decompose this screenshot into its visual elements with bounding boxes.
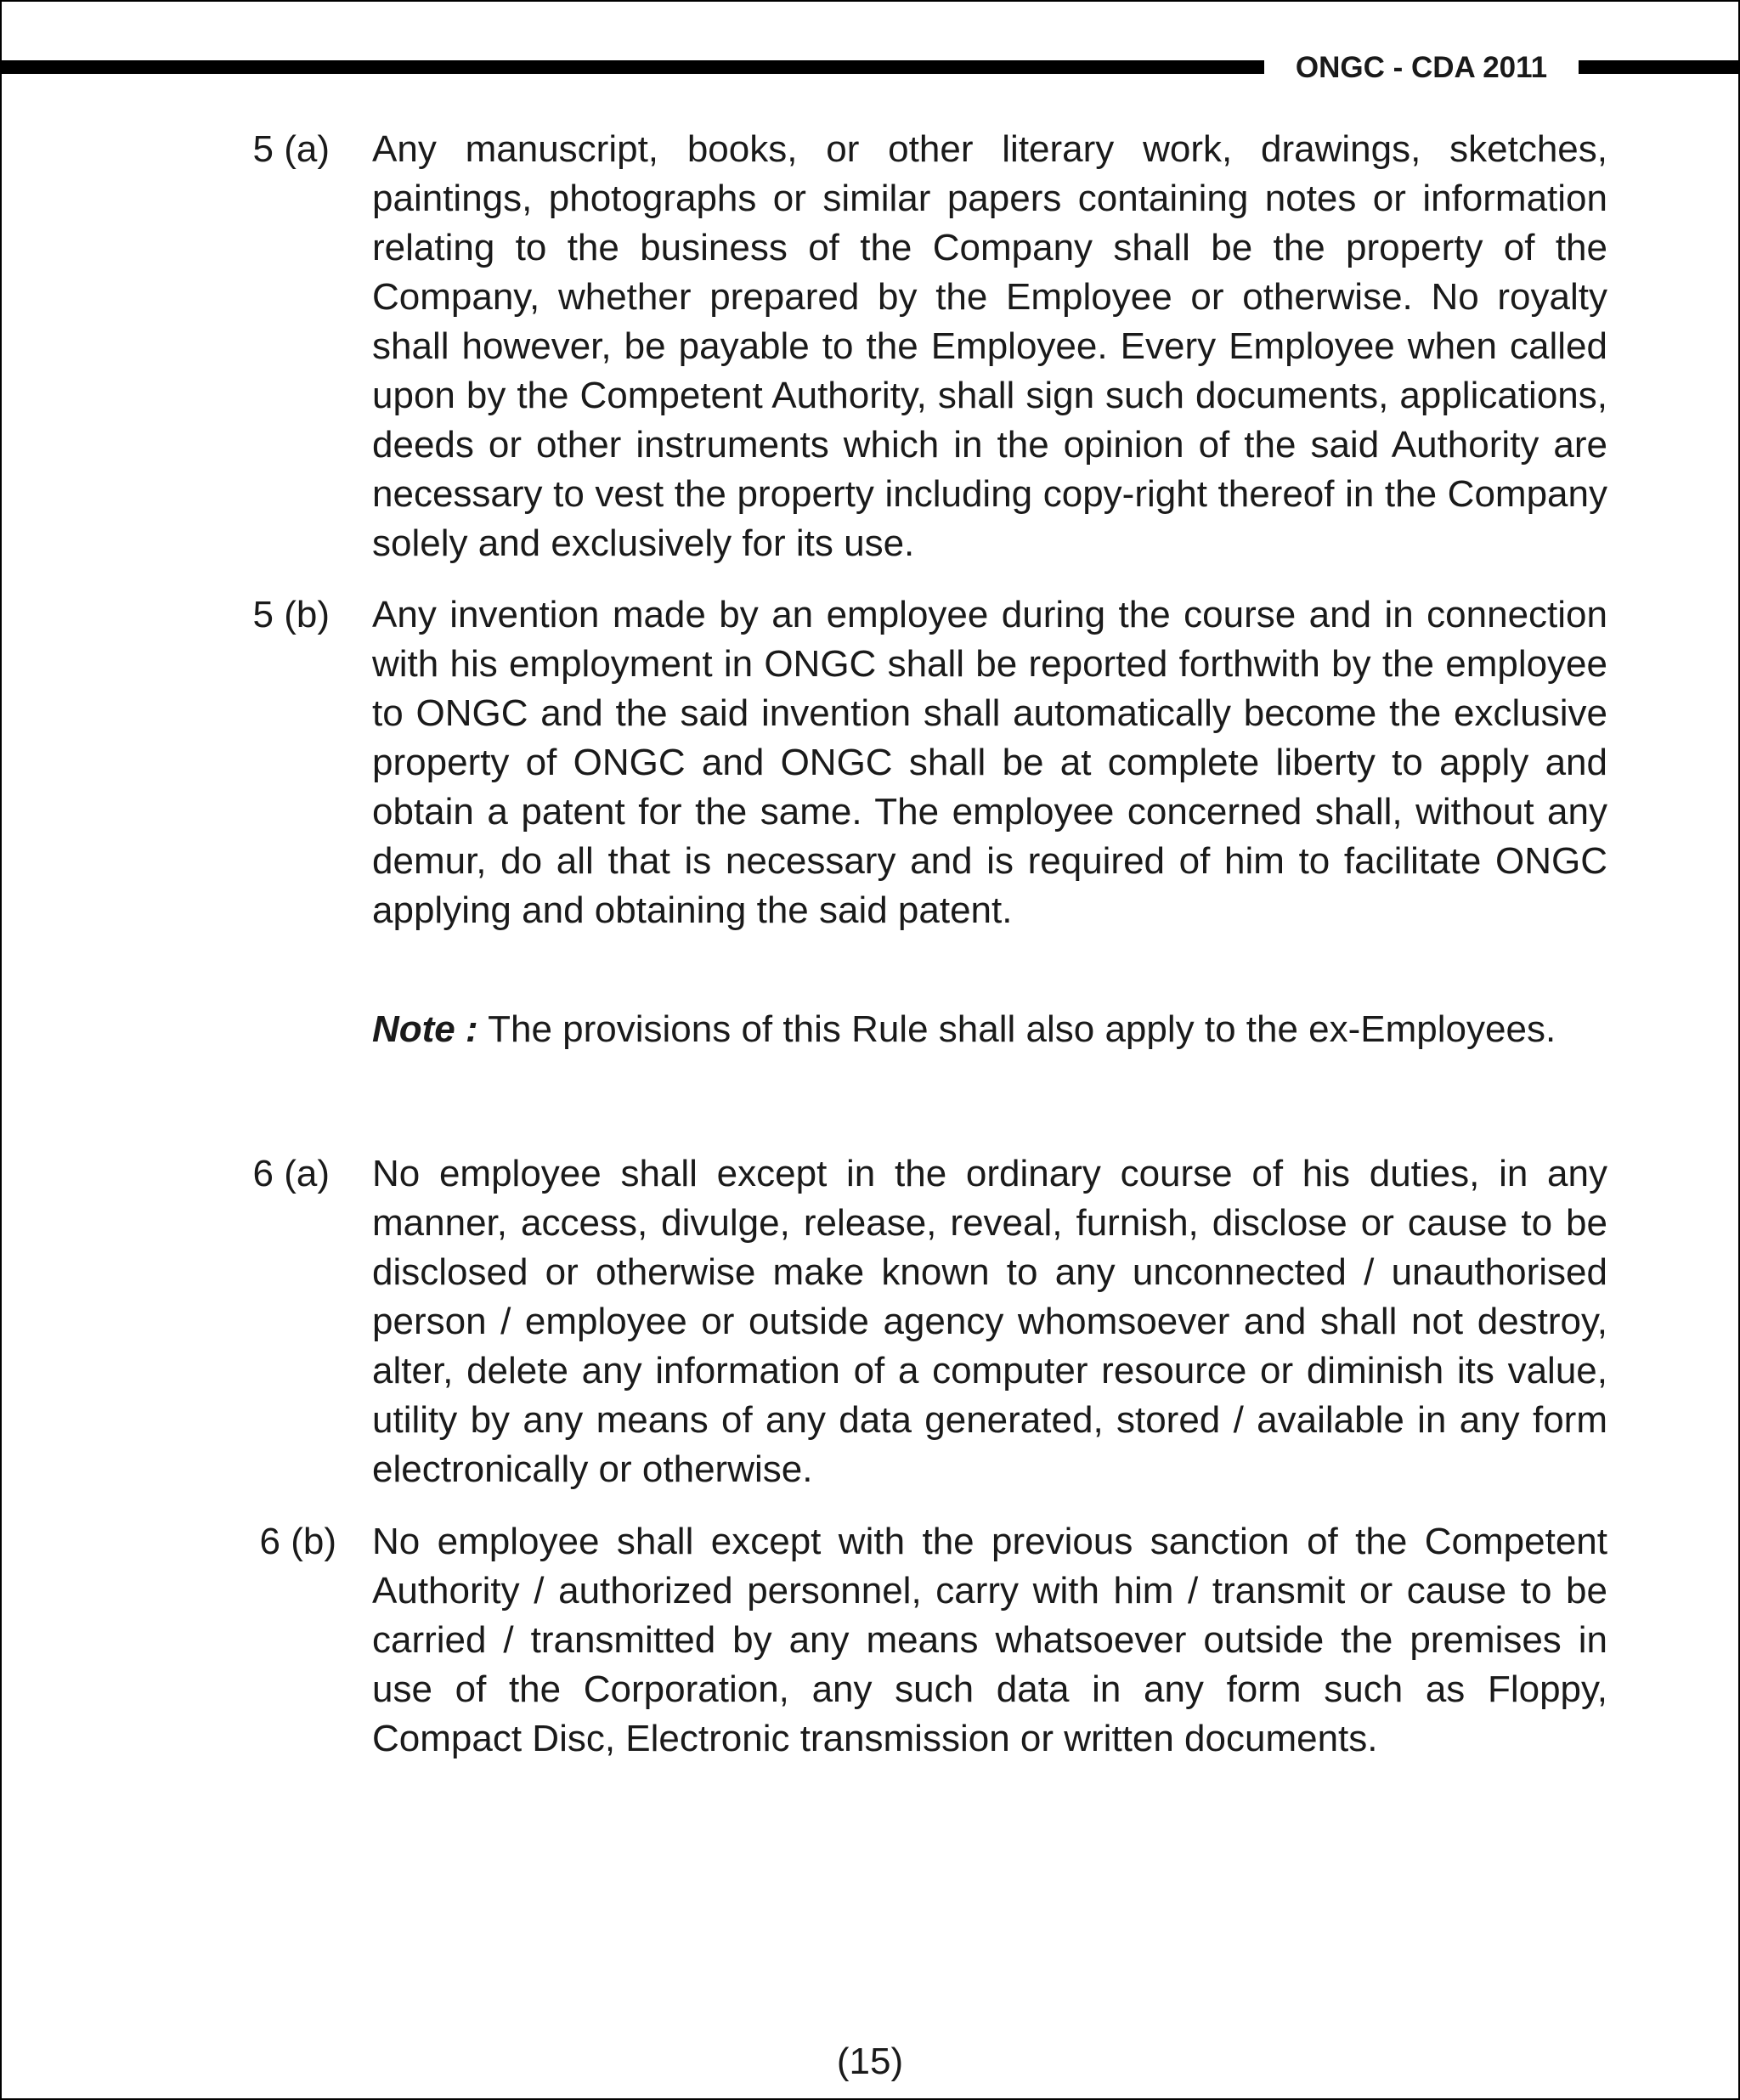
note-text: The provisions of this Rule shall also apply to the ex-Employees. <box>488 1008 1556 1050</box>
clause-text: Any manuscript, books, or other literary work, drawings, sketches, paintings, photographs or similar papers containing notes or information relating to the business of the Company shall be the property of the Company, whether prepared by the Employee or otherwise. No royalty shall however, be payable to the Employee. Every Employee when called upon by the Competent Authority, shall sign such documents, applications, deeds or other instruments which in the opinion of the said Authority are necessary to vest the property including copy-right thereof in the Company solely and exclusively for its use. <box>372 128 1607 564</box>
clause-text: Any invention made by an employee during the course and in connection with his employment in ONGC shall be reported forthwith by the employee to ONGC and the said invention shall automatically become the exclusive property of ONGC and ONGC shall be at complete liberty to apply and obtain a patent for the same. The employee concerned shall, without any demur, do all that is necessary and is required of him to facilitate ONGC applying and obtaining the said patent. <box>372 594 1607 931</box>
note <box>372 1005 1607 1054</box>
clause-text: No employee shall except in the ordinary course of his duties, in any manner, access, divulge, release, reveal, furnish, disclose or cause to be disclosed or otherwise make known to any unconnected / unauthorised person / employee or outside agency whomsoever and shall not destroy, alter, delete any information of a computer resource or diminish its value, utility by any means of any data generated, stored / available in any form electronically or otherwise. <box>372 1153 1607 1490</box>
header-rule-right <box>1579 60 1740 74</box>
header-rule-left <box>0 60 1264 74</box>
clause-number: 5 (b) <box>252 594 330 635</box>
clause-number: 6 (a) <box>252 1153 330 1194</box>
clause-text: No employee shall except with the previous sanction of the Competent Authority / authorized personnel, carry with him / transmit or cause to be carried / transmitted by any means whatsoever outside the premises in use of the Corporation, any such data in any form such as Floppy, Compact Disc, Electronic transmission or written documents. <box>372 1521 1607 1759</box>
clause-number: 6 (b) <box>259 1521 336 1562</box>
page-number: (15) <box>836 2041 904 2082</box>
clause-number: 5 (a) <box>252 128 330 170</box>
note-label: Note : <box>372 1008 478 1050</box>
document-header-title: ONGC - CDA 2011 <box>1295 51 1548 84</box>
